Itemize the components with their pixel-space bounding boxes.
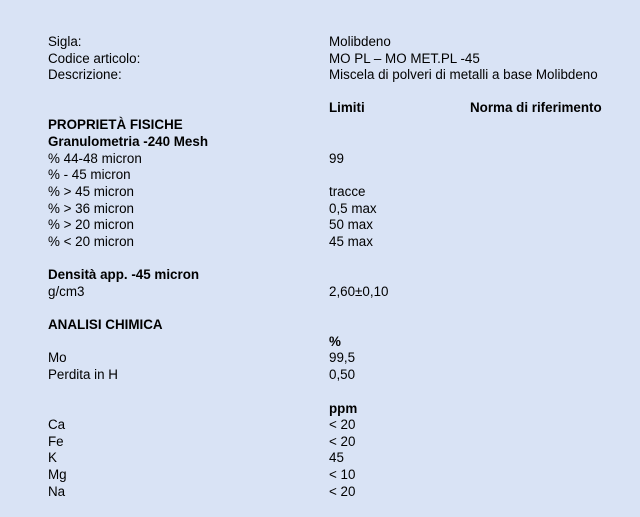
ppm-row-label: Ca	[48, 417, 66, 432]
granulometria-row-label: % < 20 micron	[48, 234, 134, 249]
densita-title: Densità app. -45 micron	[48, 267, 200, 282]
granulometria-row-value: 45 max	[329, 234, 373, 249]
column-header-norma: Norma di riferimento	[470, 100, 602, 115]
ppm-row-value: < 20	[329, 434, 356, 449]
granulometria-row-label: % > 45 micron	[48, 184, 134, 199]
granulometria-row-value: 50 max	[329, 217, 373, 232]
analisi-title: ANALISI CHIMICA	[48, 317, 163, 332]
sigla-value: Molibdeno	[329, 34, 391, 49]
ppm-row-value: < 20	[329, 484, 356, 499]
proprieta-title: PROPRIETÀ FISICHE	[48, 117, 183, 132]
descrizione-value: Miscela di polveri di metalli a base Molibdeno	[329, 67, 598, 82]
granulometria-row-label: % > 36 micron	[48, 201, 134, 216]
granulometria-title: Granulometria -240 Mesh	[48, 134, 208, 149]
ppm-row-value: < 20	[329, 417, 356, 432]
percent-row-value: 99,5	[329, 350, 356, 365]
sigla-label: Sigla:	[48, 34, 82, 49]
ppm-row-label: Na	[48, 484, 66, 499]
codice-value: MO PL – MO MET.PL -45	[329, 51, 480, 66]
percent-unit-header: %	[329, 334, 341, 349]
granulometria-row-label: % > 20 micron	[48, 217, 134, 232]
ppm-row-label: Fe	[48, 434, 64, 449]
descrizione-label: Descrizione:	[48, 67, 122, 82]
percent-row-label: Perdita in H	[48, 367, 118, 382]
densita-value: 2,60±0,10	[329, 284, 389, 299]
granulometria-row-label: % - 45 micron	[48, 167, 131, 182]
granulometria-row-value: 0,5 max	[329, 201, 377, 216]
densita-label: g/cm3	[48, 284, 85, 299]
percent-row-label: Mo	[48, 350, 67, 365]
ppm-row-value: 45	[329, 450, 344, 465]
granulometria-row-value: 99	[329, 151, 344, 166]
codice-label: Codice articolo:	[48, 51, 141, 66]
granulometria-row-value: tracce	[329, 184, 366, 199]
ppm-unit-header: ppm	[329, 401, 358, 416]
percent-row-value: 0,50	[329, 367, 356, 382]
granulometria-row-label: % 44-48 micron	[48, 151, 142, 166]
ppm-row-label: Mg	[48, 467, 67, 482]
column-header-limiti: Limiti	[329, 100, 365, 115]
ppm-row-label: K	[48, 450, 57, 465]
ppm-row-value: < 10	[329, 467, 356, 482]
